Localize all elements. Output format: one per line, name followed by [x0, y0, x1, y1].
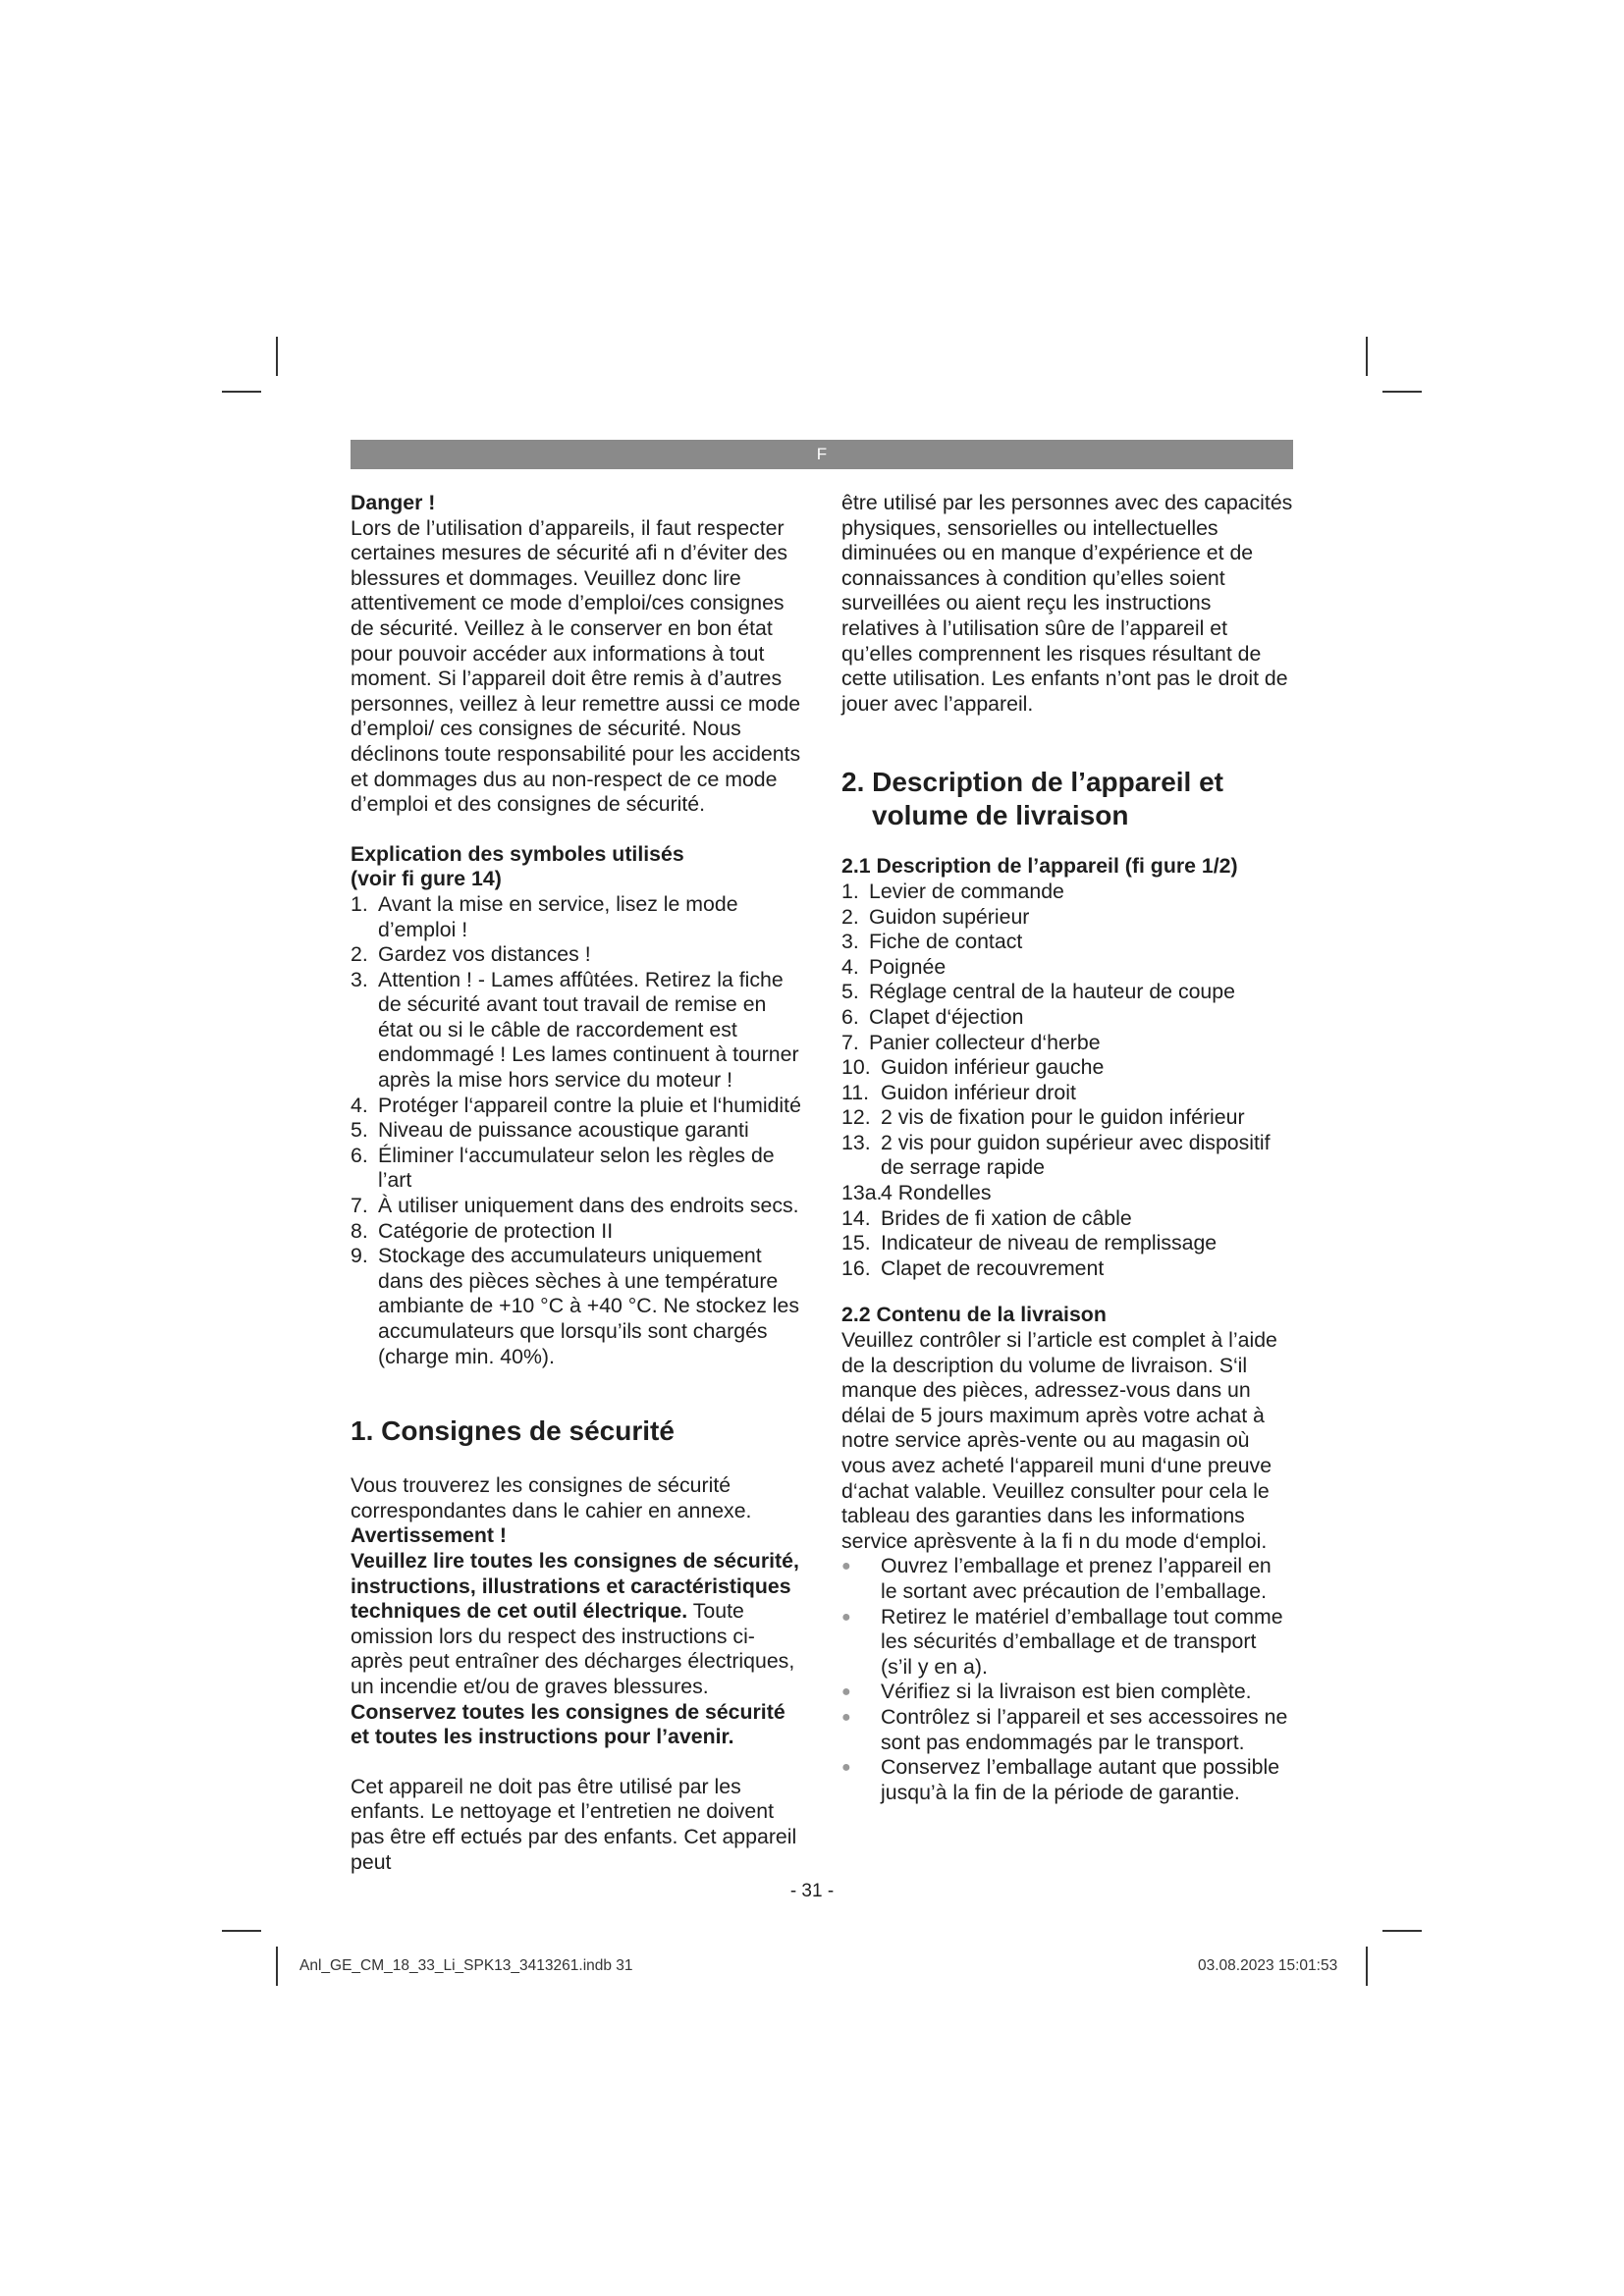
list-item: ● Contrôlez si l’appareil et ses accessoires ne sont pas endommagés par le transport.: [841, 1704, 1288, 1754]
continued-text: être utilisé par les personnes avec des capacités physiques, sensorielles ou intellectuelles diminuées ou en manque d’expérience et de connaissances à condition qu’elles soient surveillées ou aient reçu les instructions relatives à l’utilisation sûre de l’appareil et qu’elles comprennent les risques résultant de cette utilisation. Les enfants n’ont pas le droit de jouer avec l’appareil.: [841, 491, 1293, 716]
bullet-icon: ●: [841, 1558, 851, 1575]
list-item: 1. Avant la mise en service, lisez le mode d’emploi !: [351, 891, 738, 941]
crop-mark-bottom-left-h: [222, 1930, 261, 1932]
s1-warning: Avertissement !: [351, 1523, 507, 1548]
list-item: 14. Brides de fi xation de câble: [841, 1205, 1132, 1230]
crop-mark-top-right-v: [1366, 337, 1368, 376]
crop-mark-top-left-h: [222, 391, 261, 393]
list-item: ● Vérifiez si la livraison est bien complète.: [841, 1680, 1252, 1704]
symbols-title: Explication des symboles utilisés (voir fi gure 14): [351, 841, 684, 891]
bullet-icon: ●: [841, 1608, 851, 1626]
list-item: 2. Guidon supérieur: [841, 904, 1030, 929]
list-item: 6. Clapet d‘éjection: [841, 1004, 1024, 1029]
list-item: 11. Guidon inférieur droit: [841, 1080, 1076, 1104]
section-1-title: 1. Consignes de sécurité: [351, 1415, 675, 1447]
list-item: 12. 2 vis de fixation pour le guidon inférieur: [841, 1105, 1245, 1130]
list-item: 9. Stockage des accumulateurs uniquement dans des pièces sèches à une température ambiante de +10 °C à +40 °C. Ne stockez les accumulateurs que lorsqu’ils sont chargés (charge min. 40%).: [351, 1244, 800, 1368]
danger-title: Danger !: [351, 491, 436, 514]
crop-mark-bottom-right-h: [1382, 1930, 1422, 1932]
s22-title: 2.2 Contenu de la livraison: [841, 1303, 1107, 1327]
list-item: 1. Levier de commande: [841, 879, 1064, 903]
bullet-icon: ●: [841, 1708, 851, 1726]
page-number: - 31 -: [789, 1881, 835, 1901]
list-item: 15. Indicateur de niveau de remplissage: [841, 1231, 1218, 1255]
list-item: 10. Guidon inférieur gauche: [841, 1055, 1105, 1080]
bullet-icon: ●: [841, 1759, 851, 1777]
s22-text: Veuillez contrôler si l’article est complet à l’aide de la description du volume de livraison. S‘il manque des pièces, adressez-vous dans un délai de 5 jours maximum après votre achat à notre service après-vente ou au magasin où vous avez acheté l‘appareil muni d‘une preuve d‘achat valable. Veuillez consulter pour cela le tableau des garanties dans les informations service aprèsvente à la fi n du mode d‘emploi.: [841, 1328, 1277, 1553]
list-item: 3. Attention ! - Lames affûtées. Retirez la fiche de sécurité avant tout travail de remise en état ou si le câble de raccordement est endommagé ! Les lames continuent à tourner après la mise hors service du moteur !: [351, 967, 799, 1093]
s1-children: Cet appareil ne doit pas être utilisé par les enfants. Le nettoyage et l’entretien ne doivent pas être eff ectués par des enfants. Cet appareil peut: [351, 1774, 797, 1874]
left-column: [351, 491, 802, 1875]
list-item: 5. Réglage central de la hauteur de coupe: [841, 980, 1235, 1004]
parts-list: [841, 880, 1293, 1282]
list-item: 16. Clapet de recouvrement: [841, 1255, 1105, 1280]
list-item: 6. Éliminer l‘accumulateur selon les règles de l’art: [351, 1143, 775, 1193]
bullet-icon: ●: [841, 1683, 851, 1701]
s1-warning-text: Veuillez lire toutes les consignes de sécurité, instructions, illustrations et caractéristiques techniques de cet outil électrique. Toute omission lors du respect des instructions ci-après peut entraîner des décharges électriques, un incendie et/ou de graves blessures.: [351, 1548, 799, 1698]
list-item: ● Retirez le matériel d’emballage tout comme les sécurités d’emballage et de transport (s’il y en a).: [841, 1604, 1283, 1679]
symbols-list: [351, 892, 802, 1369]
footer-datetime: 03.08.2023 15:01:53: [1198, 1957, 1338, 1974]
footer-filename: Anl_GE_CM_18_33_Li_SPK13_3413261.indb 31: [299, 1957, 633, 1974]
list-item: ● Ouvrez l’emballage et prenez l’appareil en le sortant avec précaution de l’emballage.: [841, 1554, 1272, 1603]
s1-keep: Conservez toutes les consignes de sécurité et toutes les instructions pour l’avenir.: [351, 1699, 785, 1749]
section-letter: F: [816, 445, 828, 463]
list-item: 4. Poignée: [841, 954, 947, 979]
list-item: 7. À utiliser uniquement dans des endroits secs.: [351, 1194, 799, 1218]
delivery-checklist: [841, 1554, 1293, 1805]
list-item: 4. Protéger l‘appareil contre la pluie et l‘humidité: [351, 1093, 801, 1117]
list-item: ● Conservez l’emballage autant que possible jusqu’à la fin de la période de garantie.: [841, 1755, 1280, 1804]
language-header-band: [351, 440, 1293, 469]
section-2-title: 2. Description de l’appareil et volume de livraison: [841, 767, 1224, 831]
s21-title: 2.1 Description de l’appareil (fi gure 1/2): [841, 854, 1238, 879]
list-item: 3. Fiche de contact: [841, 930, 1023, 954]
list-item: 2. Gardez vos distances !: [351, 942, 591, 967]
crop-mark-bottom-right-v: [1366, 1947, 1368, 1986]
right-column: [841, 491, 1293, 1805]
list-item: 8. Catégorie de protection II: [351, 1218, 614, 1243]
crop-mark-top-right-h: [1382, 391, 1422, 393]
list-item: 13a. 4 Rondelles: [841, 1181, 992, 1205]
list-item: 5. Niveau de puissance acoustique garanti: [351, 1118, 749, 1143]
list-item: 13. 2 vis pour guidon supérieur avec dispositif de serrage rapide: [841, 1130, 1271, 1180]
danger-text: Lors de l’utilisation d’appareils, il faut respecter certaines mesures de sécurité afi n d’éviter des blessures et dommages. Veuillez donc lire attentivement ce mode d’emploi/ces consignes de sécurité. Veillez à le conserver en bon état pour pouvoir accéder aux informations à tout moment. Si l’appareil doit être remis à d’autres personnes, veillez à leur remettre aussi ce mode d’emploi/ ces consignes de sécurité. Nous déclinons toute responsabilité pour les accidents et dommages dus au non-respect de ce mode d’emploi et des consignes de sécurité.: [351, 515, 801, 817]
crop-mark-top-left-v: [276, 337, 278, 376]
crop-mark-bottom-left-v: [276, 1947, 278, 1986]
list-item: 7. Panier collecteur d‘herbe: [841, 1030, 1101, 1054]
s1-intro: Vous trouverez les consignes de sécurité correspondantes dans le cahier en annexe.: [351, 1473, 752, 1522]
